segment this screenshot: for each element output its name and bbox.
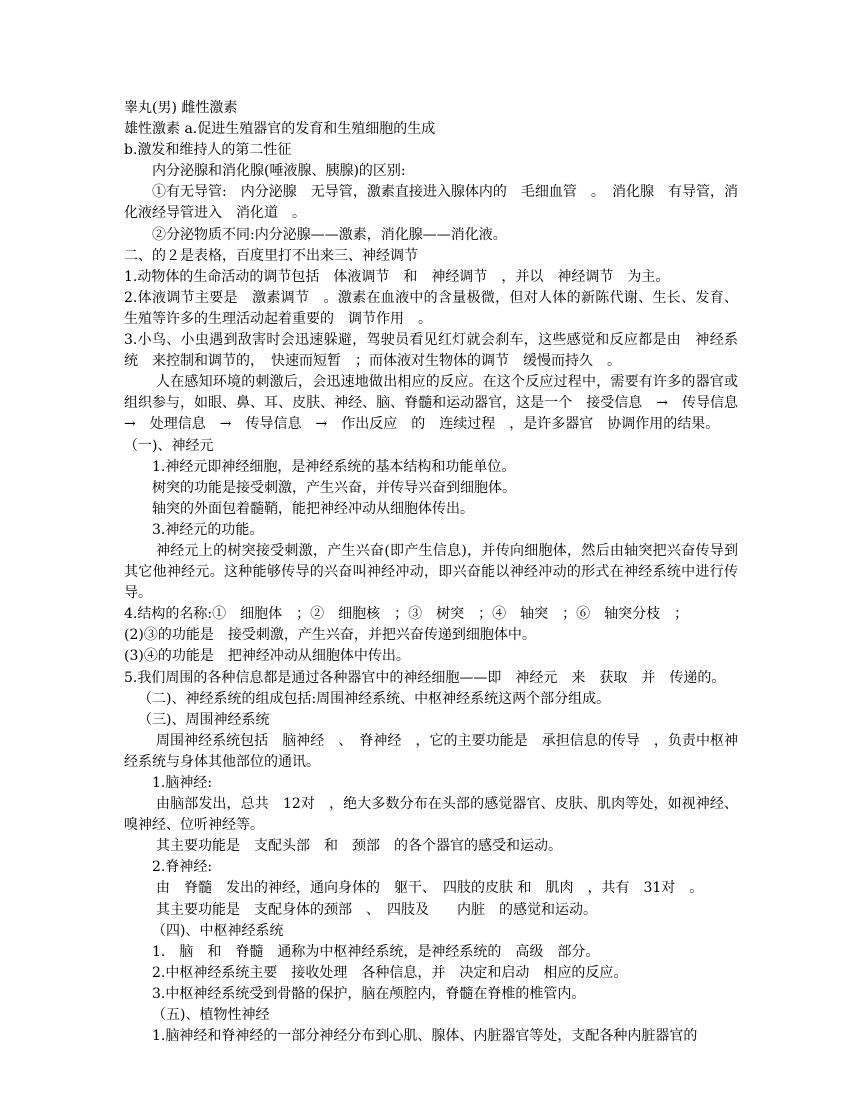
text-line-androgen: 雄性激素 a.促进生殖器官的发育和生殖细胞的生成 (124, 121, 436, 138)
text-line-spinal: 由 脊髓 发出的神经，通向身体的 躯干、 四肢的皮肤 和 肌肉 ，共有 31对 。 (156, 880, 704, 897)
text-item-1: 1.动物体的生命活动的调节包括 体液调节 和 神经调节 ，并以 神经调节 为主。 (124, 268, 670, 285)
section-heading-peripheral: （三)、周围神经系统 (138, 711, 270, 728)
text-line-dendrite: 树突的功能是接受刺激，产生兴奋，并传导兴奋到细胞体。 (152, 479, 516, 496)
text-line-neuron-function: 3.神经元的功能。 (152, 521, 264, 538)
text-line-central-3: 3.中枢神经系统受到骨骼的保护，脑在颅腔内，脊髓在脊椎的椎管内。 (152, 985, 586, 1002)
text-line-gland-difference: 内分泌腺和消化腺(唾液腺、胰腺)的区别: (152, 163, 406, 180)
section-heading-neuron: （一)、神经元 (124, 437, 214, 454)
text-line-neuron-def: 1.神经元即神经细胞，是神经系统的基本结构和功能单位。 (152, 458, 516, 475)
text-item-5: 5.我们周围的各种信息都是通过各种器官中的神经细胞——即 神经元 来 获取 并 传递的。 (124, 669, 726, 686)
text-line-secondary-sex: b.激发和维持人的第二性征 (124, 142, 292, 159)
text-paragraph-impulse: 神经元上的树突接受刺激，产生兴奋(即产生信息)，并传向细胞体，然后由轴突把兴奋传导到其它他神经元。这种能够传导的兴奋叫神经冲动，即兴奋能以神经冲动的形式在神经系统中进行传导。 (124, 542, 738, 602)
section-heading-autonomic: （五)、植物性神经 (152, 1007, 270, 1024)
text-line-function-4: (3)④的功能是 把神经冲动从细胞体中传出。 (124, 648, 410, 665)
text-item-2: 2.体液调节主要是 激素调节 。激素在血液中的含量极微，但对人体的新陈代谢、生长、发育、生殖等许多的生理活动起着重要的 调节作用 。 (124, 289, 738, 327)
section-heading-nerve-regulation: 二、的２是表格，百度里打不出来三、神经调节 (124, 247, 418, 264)
text-line-axon: 轴突的外面包着髓鞘，能把神经冲动从细胞体传出。 (152, 500, 474, 517)
text-line-cranial-heading: 1.脑神经: (152, 775, 213, 791)
text-line-central-2: 2.中枢神经系统主要 接收处理 各种信息，并 决定和启动 相应的反应。 (152, 964, 628, 981)
text-line-spinal-heading: 2.脊神经: (152, 859, 213, 876)
text-item-3: 3.小鸟、小虫遇到敌害时会迅速躲避，驾驶员看见红灯就会刹车，这些感觉和反应都是由 神经系统 来控制和调节的， 快速而短暂 ；而体液对生物体的调节 缓慢而持久 。 (124, 332, 738, 370)
text-paragraph-reflex: 人在感知环境的刺激后，会迅速地做出相应的反应。在这个反应过程中，需要有许多的器官或组织参与，如眼、鼻、耳、皮肤、神经、脑、脊髓和运动器官，这是一个 接受信息 → 传导信息 → 处理信息 → 传导信息 → 作出反应 的 连续过程 ，是许多器官 协调作用的结果。 (124, 374, 752, 433)
text-line-secretion: ②分泌物质不同:内分泌腺——激素，消化腺——消化液。 (152, 226, 507, 243)
text-paragraph-peripheral: 周围神经系统包括 脑神经 、 脊神经 ，它的主要功能是 承担信息的传导 ，负责中枢神经系统与身体其他部位的通讯。 (124, 732, 738, 770)
text-paragraph-cranial: 由脑部发出，总共 12对 ，绝大多数分布在头部的感觉器官、皮肤、肌肉等处，如视神经、嗅神经、位听神经等。 (124, 796, 738, 834)
text-line-structure-names: 4.结构的名称:① 细胞体 ；② 细胞核 ；③ 树突 ；④ 轴突 ；⑥ 轴突分枝 ； (124, 606, 689, 623)
text-line-function-3: (2)③的功能是 接受刺激，产生兴奋，并把兴奋传递到细胞体中。 (124, 627, 536, 644)
text-paragraph-duct: ①有无导管: 内分泌腺 无导管，激素直接进入腺体内的 毛细血管 。 消化腺 有导管，消化液经导管进入 消化道 。 (124, 184, 738, 222)
text-line-spinal-function: 其主要功能是 支配身体的颈部 、 四肢及 内脏 的感觉和运动。 (156, 901, 597, 918)
text-line-testis: 睾丸(男) 雌性激素 (124, 100, 238, 116)
text-line-cranial-function: 其主要功能是 支配头部 和 颈部 的各个器官的感受和运动。 (156, 838, 562, 855)
text-line-autonomic-1: 1.脑神经和脊神经的一部分神经分布到心肌、腺体、内脏器官等处，支配各种内脏器官的 (152, 1028, 698, 1045)
section-heading-central: （四)、中枢神经系统 (152, 922, 284, 939)
text-line-central-1: 1. 脑 和 脊髓 通称为中枢神经系统，是神经系统的 高级 部分。 (152, 943, 600, 960)
section-heading-composition: （二)、神经系统的组成包括:周围神经系统、中枢神经系统这两个部分组成。 (138, 690, 611, 707)
